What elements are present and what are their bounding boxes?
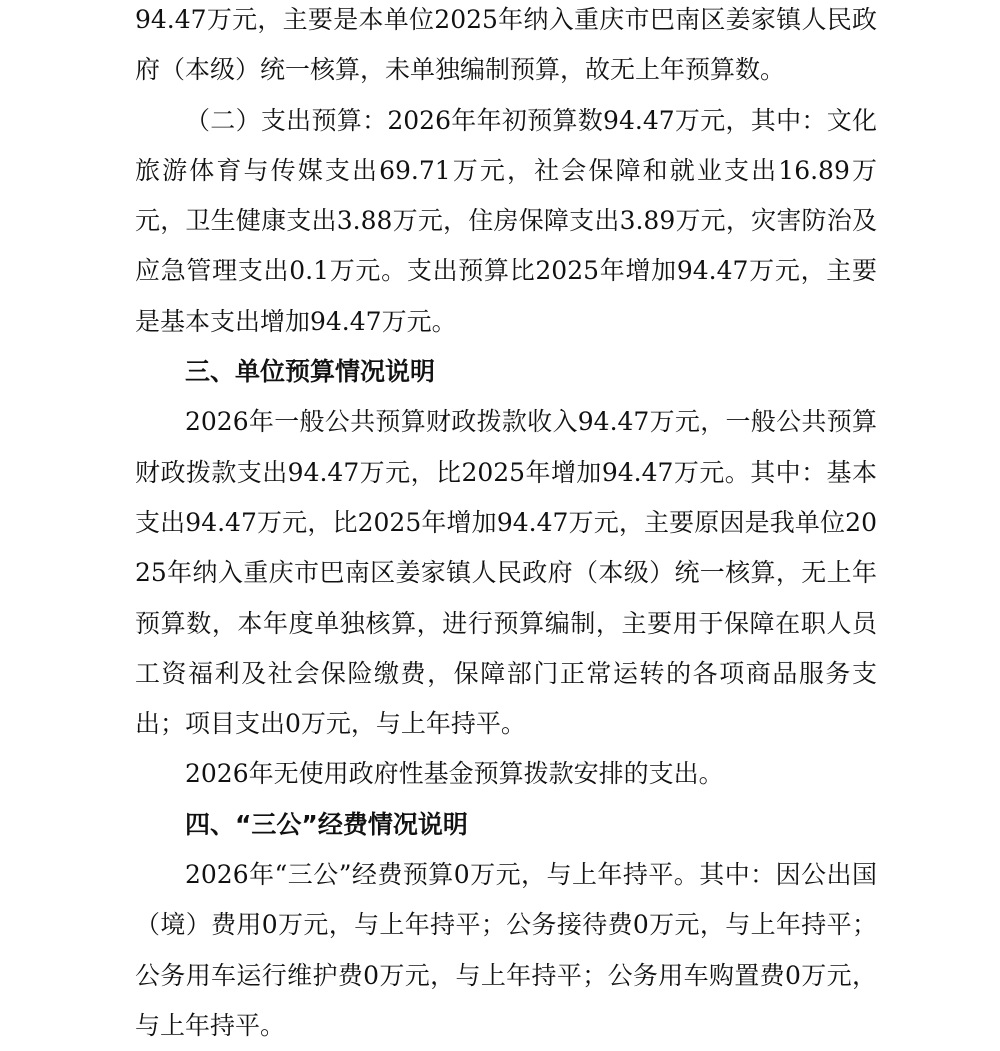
section-heading-unit-budget: 三、单位预算情况说明 <box>185 357 436 387</box>
section-heading-three-public-expenses: 四、“三公”经费情况说明 <box>185 809 468 839</box>
document-page <box>135 0 877 1051</box>
paragraph-government-fund: 2026年无使用政府性基金预算拨款安排的支出。 <box>185 759 724 789</box>
paragraph-income-continuation: 94.47万元，主要是本单位2025年纳入重庆市巴南区姜家镇人民政府（本级）统一核算，未单独编制预算，故无上年预算数。 <box>135 5 877 85</box>
paragraph-general-public-budget: 2026年一般公共预算财政拨款收入94.47万元，一般公共预算财政拨款支出94.47万元，比2025年增加94.47万元。其中：基本支出94.47万元，比2025年增加94.47万元，主要原因是我单位2025年纳入重庆市巴南区姜家镇人民政府（本级）统一核算，无上年预算数，本年度单独核算，进行预算编制，主要用于保障在职人员工资福利及社会保险缴费，保障部门正常运转的各项商品服务支出；项目支出0万元，与上年持平。 <box>135 407 877 739</box>
paragraph-expenditure-budget: （二）支出预算：2026年年初预算数94.47万元，其中：文化旅游体育与传媒支出69.71万元，社会保障和就业支出16.89万元，卫生健康支出3.88万元，住房保障支出3.89万元，灾害防治及应急管理支出0.1万元。支出预算比2025年增加94.47万元，主要是基本支出增加94.47万元。 <box>135 105 877 336</box>
paragraph-three-public-expenses: 2026年“三公”经费预算0万元，与上年持平。其中：因公出国（境）费用0万元，与上年持平；公务接待费0万元，与上年持平；公务用车运行维护费0万元，与上年持平；公务用车购置费0万元，与上年持平。 <box>135 860 877 1040</box>
